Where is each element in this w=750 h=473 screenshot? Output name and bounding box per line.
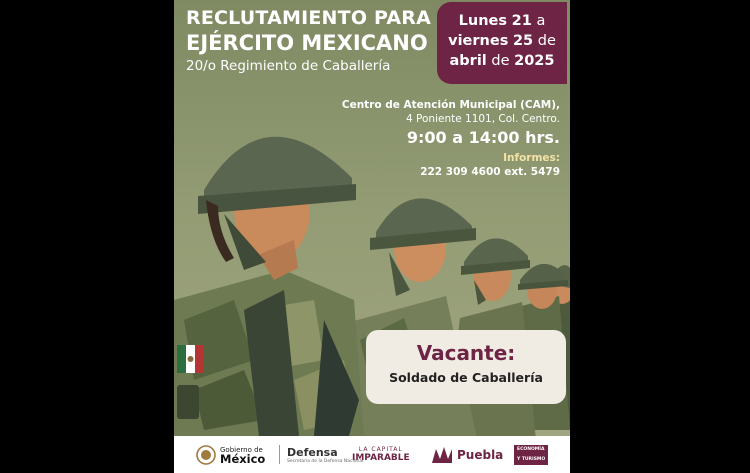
puebla-logo bbox=[430, 436, 503, 473]
footer-divider bbox=[279, 445, 280, 464]
capital-imparable-logo bbox=[352, 436, 410, 473]
defensa-name: Defensa bbox=[287, 445, 338, 459]
location-line2: 4 Poniente 1101, Col. Centro. bbox=[406, 113, 560, 125]
eagle-seal-icon bbox=[196, 445, 216, 465]
gobierno-mexico-logo bbox=[196, 436, 265, 473]
puebla-name: Puebla bbox=[457, 447, 504, 462]
capital-line1: LA CAPITAL bbox=[358, 446, 403, 453]
phone-number: 222 309 4600 ext. 5479 bbox=[420, 166, 560, 178]
location-line1: Centro de Atención Municipal (CAM), bbox=[341, 99, 560, 111]
date-box bbox=[437, 2, 567, 84]
economia-line2: Y TURISMO bbox=[514, 455, 548, 465]
date-de1: de bbox=[537, 33, 556, 49]
soldier-front bbox=[174, 137, 364, 436]
date-month: abril bbox=[449, 53, 487, 69]
vacancy-label: Vacante: bbox=[416, 341, 516, 365]
gob-line2: México bbox=[220, 451, 266, 466]
puebla-crest-icon bbox=[430, 445, 454, 465]
vacancy-role: Soldado de Caballería bbox=[389, 370, 543, 385]
poster-title-line2: EJÉRCITO MEXICANO bbox=[186, 31, 428, 55]
date-num1: 21 bbox=[511, 13, 532, 29]
economia-line1: ECONOMÍA bbox=[514, 445, 548, 455]
gob-line1: Gobierno de bbox=[220, 445, 263, 454]
capital-line2: IMPARABLE bbox=[352, 453, 410, 463]
poster-subtitle: 20/o Regimiento de Caballería bbox=[186, 58, 391, 74]
info-label: Informes: bbox=[503, 152, 560, 164]
date-conn: a bbox=[536, 13, 546, 29]
hours: 9:00 a 14:00 hrs. bbox=[406, 128, 560, 147]
date-de2: de bbox=[491, 53, 510, 69]
date-num2: 25 bbox=[512, 33, 534, 49]
vacancy-box bbox=[366, 330, 566, 404]
economia-turismo-logo bbox=[514, 436, 548, 473]
date-day2: viernes bbox=[448, 33, 509, 49]
poster-title-line1: RECLUTAMIENTO PARA bbox=[186, 7, 432, 29]
date-day1: Lunes bbox=[458, 13, 508, 29]
defensa-sub: Secretaría de la Defensa Nacional bbox=[287, 458, 364, 464]
sponsor-footer bbox=[174, 436, 570, 473]
recruitment-poster bbox=[174, 0, 570, 473]
date-year: 2025 bbox=[514, 53, 555, 69]
